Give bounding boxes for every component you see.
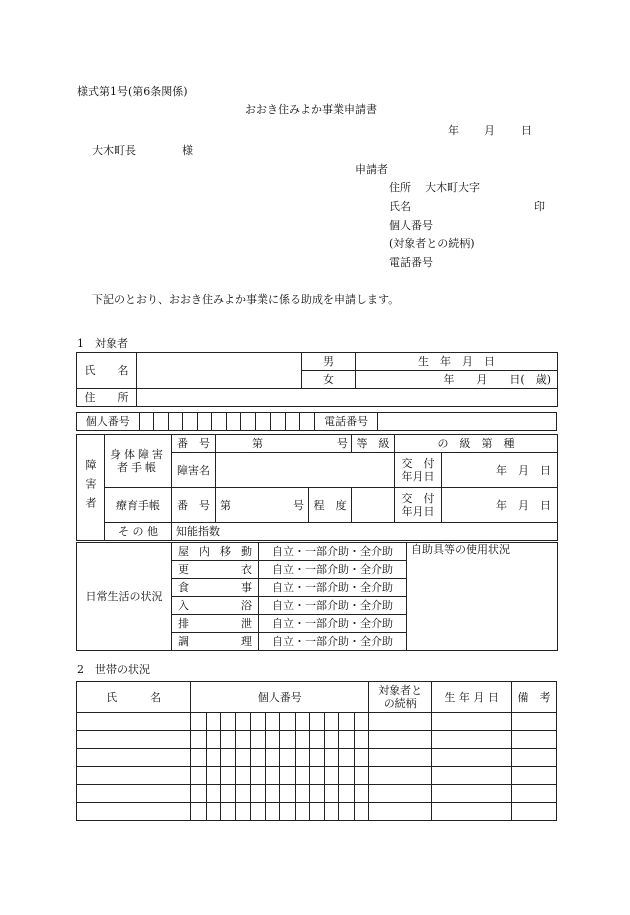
rehab-number-field[interactable] — [216, 488, 309, 523]
household-mynumber-digit[interactable] — [325, 785, 339, 803]
household-birth-cell[interactable] — [432, 785, 512, 803]
female-option[interactable]: 女 — [302, 371, 356, 389]
household-mynumber-digit[interactable] — [295, 767, 309, 785]
household-mynumber-digit[interactable] — [325, 749, 339, 767]
household-mynumber-digit[interactable] — [250, 785, 265, 803]
activity-bathing: 入 浴 — [178, 599, 252, 612]
household-mynumber-digit[interactable] — [191, 785, 206, 803]
household-mynumber-digit[interactable] — [309, 749, 324, 767]
table-row — [77, 731, 557, 749]
household-relation-cell[interactable] — [369, 803, 432, 821]
household-mynumber-digit[interactable] — [354, 749, 368, 767]
rehab-number-dai: 第 — [220, 498, 231, 512]
household-mynumber-digit[interactable] — [295, 713, 309, 731]
mynumber-label: 個人番号 — [77, 413, 140, 431]
household-mynumber-digit[interactable] — [295, 731, 309, 749]
date-month: 月 — [484, 124, 495, 137]
mynumber-digit[interactable] — [256, 413, 270, 431]
mynumber-digit[interactable] — [168, 413, 182, 431]
birth-value[interactable]: 年 月 日( 歳) — [356, 371, 558, 389]
mynumber-digit[interactable] — [153, 413, 168, 431]
rehab-issue-label: 交 付年月日 — [395, 488, 442, 523]
grade-label: 等 級 — [352, 435, 395, 453]
household-mynumber-digit[interactable] — [354, 767, 368, 785]
applicant-address-label: 住所 — [389, 181, 411, 194]
household-relation-cell[interactable] — [369, 731, 432, 749]
table-row — [77, 749, 557, 767]
household-mynumber-digit[interactable] — [220, 803, 235, 821]
addressee-honorific: 様 — [182, 144, 193, 157]
mynumber-digit[interactable] — [197, 413, 211, 431]
household-mynumber-digit[interactable] — [325, 767, 339, 785]
col-mynumber: 個人番号 — [191, 682, 369, 713]
household-relation-cell[interactable] — [369, 767, 432, 785]
disability-name-field[interactable] — [216, 453, 395, 488]
mynumber-digit[interactable] — [212, 413, 227, 431]
household-birth-cell[interactable] — [432, 803, 512, 821]
mynumber-digit[interactable] — [182, 413, 197, 431]
household-mynumber-digit[interactable] — [206, 767, 220, 785]
mynumber-digit[interactable] — [241, 413, 256, 431]
col-name: 氏 名 — [77, 682, 191, 713]
household-relation-cell[interactable] — [369, 749, 432, 767]
level-field[interactable] — [352, 488, 395, 523]
household-mynumber-digit[interactable] — [191, 767, 206, 785]
household-mynumber-digit[interactable] — [339, 731, 354, 749]
household-name-cell[interactable] — [77, 749, 191, 767]
form-number: 様式第1号(第6条関係) — [77, 85, 188, 98]
household-mynumber-digit[interactable] — [295, 785, 309, 803]
name-field[interactable] — [137, 353, 302, 389]
household-mynumber-digit[interactable] — [339, 749, 354, 767]
physical-number-go[interactable]: 号 — [309, 435, 352, 453]
activity-dressing: 更 衣 — [178, 563, 252, 576]
household-mynumber-digit[interactable] — [325, 731, 339, 749]
activity-label — [172, 597, 259, 615]
household-mynumber-digit[interactable] — [220, 731, 235, 749]
household-mynumber-digit[interactable] — [339, 767, 354, 785]
disability-label-text: 障害者 — [84, 459, 97, 516]
table-row — [77, 803, 557, 821]
household-mynumber-digit[interactable] — [265, 803, 279, 821]
household-mynumber-digit[interactable] — [309, 713, 324, 731]
applicant-name-label: 氏名 — [389, 200, 411, 213]
household-note-cell[interactable] — [512, 767, 557, 785]
physical-issue-label: 交 付年月日 — [395, 453, 442, 488]
activity-label — [172, 579, 259, 597]
mynumber-digit[interactable] — [227, 413, 241, 431]
applicant-phone-label: 電話番号 — [389, 256, 433, 269]
assist-option[interactable]: 自立・一部介助・全介助 — [259, 561, 407, 579]
disability-name-label: 障害名 — [172, 453, 216, 488]
household-mynumber-digit[interactable] — [265, 731, 279, 749]
disability-label — [77, 435, 105, 541]
daily-life-table — [76, 542, 558, 651]
household-mynumber-digit[interactable] — [309, 767, 324, 785]
household-mynumber-digit[interactable] — [206, 749, 220, 767]
assist-option[interactable]: 自立・一部介助・全介助 — [259, 597, 407, 615]
household-mynumber-digit[interactable] — [265, 749, 279, 767]
rehab-book-label: 療育手帳 — [105, 488, 172, 523]
section2-heading: 2 世帯の状況 — [77, 663, 150, 676]
assist-option[interactable]: 自立・一部介助・全介助 — [259, 633, 407, 651]
date-day: 日 — [521, 124, 532, 137]
birth-label: 生 年 月 日 — [356, 353, 558, 371]
mynumber-phone-table — [76, 412, 557, 431]
household-mynumber-digit[interactable] — [206, 731, 220, 749]
household-mynumber-digit[interactable] — [265, 713, 279, 731]
household-mynumber-digit[interactable] — [236, 785, 250, 803]
phone-field[interactable] — [378, 413, 557, 431]
household-note-cell[interactable] — [512, 803, 557, 821]
household-mynumber-digit[interactable] — [280, 785, 295, 803]
household-mynumber-digit[interactable] — [309, 803, 324, 821]
household-birth-cell[interactable] — [432, 767, 512, 785]
mynumber-digit[interactable] — [285, 413, 299, 431]
physical-number-label: 番 号 — [172, 435, 216, 453]
household-mynumber-digit[interactable] — [250, 749, 265, 767]
address-label: 住 所 — [77, 389, 137, 407]
household-name-cell[interactable] — [77, 803, 191, 821]
applicant-heading: 申請者 — [355, 163, 388, 176]
date-year: 年 — [448, 124, 459, 137]
col-relation: 対象者との続柄 — [369, 682, 432, 713]
household-mynumber-digit[interactable] — [191, 713, 206, 731]
household-mynumber-digit[interactable] — [236, 731, 250, 749]
household-mynumber-digit[interactable] — [206, 785, 220, 803]
male-option[interactable]: 男 — [302, 353, 356, 371]
household-mynumber-digit[interactable] — [280, 767, 295, 785]
assist-option[interactable]: 自立・一部介助・全介助 — [259, 615, 407, 633]
household-mynumber-digit[interactable] — [236, 749, 250, 767]
activity-excretion: 排 泄 — [178, 617, 252, 630]
household-mynumber-digit[interactable] — [354, 731, 368, 749]
applicant-mynumber-label: 個人番号 — [389, 219, 433, 232]
household-mynumber-digit[interactable] — [250, 713, 265, 731]
household-mynumber-digit[interactable] — [354, 803, 368, 821]
table-row — [77, 785, 557, 803]
mynumber-digit[interactable] — [299, 413, 314, 431]
aids-label[interactable]: 自助具等の使用状況 — [407, 543, 558, 651]
household-mynumber-digit[interactable] — [280, 731, 295, 749]
addressee-name: 大木町長 — [92, 144, 136, 157]
household-mynumber-digit[interactable] — [220, 785, 235, 803]
table-row — [77, 713, 557, 731]
household-mynumber-digit[interactable] — [325, 803, 339, 821]
household-note-cell[interactable] — [512, 749, 557, 767]
form-title: おおき住みよか事業申請書 — [245, 103, 377, 116]
activity-indoor: 屋 内 移 動 — [178, 545, 252, 558]
household-mynumber-digit[interactable] — [236, 713, 250, 731]
household-mynumber-digit[interactable] — [236, 767, 250, 785]
activity-label — [172, 633, 259, 651]
seal-mark: 印 — [534, 200, 545, 213]
household-relation-cell[interactable] — [369, 785, 432, 803]
applicant-relation-label: (対象者との続柄) — [389, 237, 475, 250]
activity-label — [172, 561, 259, 579]
assist-option[interactable]: 自立・一部介助・全介助 — [259, 543, 407, 561]
household-mynumber-digit[interactable] — [250, 767, 265, 785]
physical-book-label: 身体障害者手帳 — [105, 435, 172, 488]
grade-value[interactable]: の 級 第 種 — [395, 435, 558, 453]
address-field[interactable] — [137, 389, 558, 407]
household-birth-cell[interactable] — [432, 749, 512, 767]
household-rows — [77, 713, 557, 821]
household-mynumber-digit[interactable] — [191, 803, 206, 821]
household-mynumber-digit[interactable] — [339, 713, 354, 731]
household-mynumber-digit[interactable] — [339, 803, 354, 821]
section1-heading: 1 対象者 — [77, 337, 128, 350]
rehab-number-go: 号 — [293, 498, 304, 512]
col-note: 備 考 — [512, 682, 557, 713]
rehab-number-label: 番 号 — [172, 488, 216, 523]
household-name-cell[interactable] — [77, 713, 191, 731]
household-mynumber-digit[interactable] — [309, 731, 324, 749]
mynumber-digit[interactable] — [139, 413, 153, 431]
household-name-cell[interactable] — [77, 785, 191, 803]
household-mynumber-digit[interactable] — [265, 785, 279, 803]
household-mynumber-digit[interactable] — [309, 785, 324, 803]
household-mynumber-digit[interactable] — [250, 803, 265, 821]
household-mynumber-digit[interactable] — [354, 785, 368, 803]
household-mynumber-digit[interactable] — [191, 749, 206, 767]
household-mynumber-digit[interactable] — [280, 749, 295, 767]
activity-label — [172, 615, 259, 633]
household-mynumber-digit[interactable] — [206, 713, 220, 731]
name-label: 氏 名 — [77, 353, 137, 389]
household-mynumber-digit[interactable] — [220, 713, 235, 731]
household-mynumber-digit[interactable] — [191, 731, 206, 749]
col-birth: 生 年 月 日 — [432, 682, 512, 713]
applicant-address-value: 大木町大字 — [425, 181, 480, 194]
household-mynumber-digit[interactable] — [280, 713, 295, 731]
household-mynumber-digit[interactable] — [236, 803, 250, 821]
activity-cooking: 調 理 — [178, 635, 252, 648]
table-row — [77, 767, 557, 785]
household-note-cell[interactable] — [512, 731, 557, 749]
phone-label: 電話番号 — [314, 413, 378, 431]
household-name-cell[interactable] — [77, 731, 191, 749]
household-mynumber-digit[interactable] — [220, 767, 235, 785]
disability-table — [76, 434, 558, 541]
other-label: そ の 他 — [105, 523, 172, 541]
household-note-cell[interactable] — [512, 785, 557, 803]
level-label: 程 度 — [309, 488, 352, 523]
target-person-table — [76, 352, 558, 407]
assist-option[interactable]: 自立・一部介助・全介助 — [259, 579, 407, 597]
iq-label[interactable]: 知能指数 — [172, 523, 558, 541]
rehab-issue-value[interactable]: 年 月 日 — [442, 488, 558, 523]
physical-number-dai: 第 — [216, 435, 309, 453]
statement: 下記のとおり、おおき住みよか事業に係る助成を申請します。 — [92, 293, 400, 306]
activity-eating: 食 事 — [178, 581, 252, 594]
household-mynumber-digit[interactable] — [354, 713, 368, 731]
activity-label — [172, 543, 259, 561]
household-mynumber-digit[interactable] — [265, 767, 279, 785]
household-note-cell[interactable] — [512, 713, 557, 731]
household-mynumber-digit[interactable] — [339, 785, 354, 803]
household-mynumber-digit[interactable] — [295, 749, 309, 767]
household-name-cell[interactable] — [77, 767, 191, 785]
household-mynumber-digit[interactable] — [280, 803, 295, 821]
household-mynumber-digit[interactable] — [250, 731, 265, 749]
household-mynumber-digit[interactable] — [206, 803, 220, 821]
physical-issue-value[interactable]: 年 月 日 — [442, 453, 558, 488]
household-mynumber-digit[interactable] — [325, 713, 339, 731]
household-table — [76, 681, 557, 821]
household-birth-cell[interactable] — [432, 713, 512, 731]
daily-life-label: 日常生活の状況 — [77, 543, 172, 651]
mynumber-digit[interactable] — [270, 413, 285, 431]
household-mynumber-digit[interactable] — [295, 803, 309, 821]
household-relation-cell[interactable] — [369, 713, 432, 731]
household-mynumber-digit[interactable] — [220, 749, 235, 767]
household-birth-cell[interactable] — [432, 731, 512, 749]
